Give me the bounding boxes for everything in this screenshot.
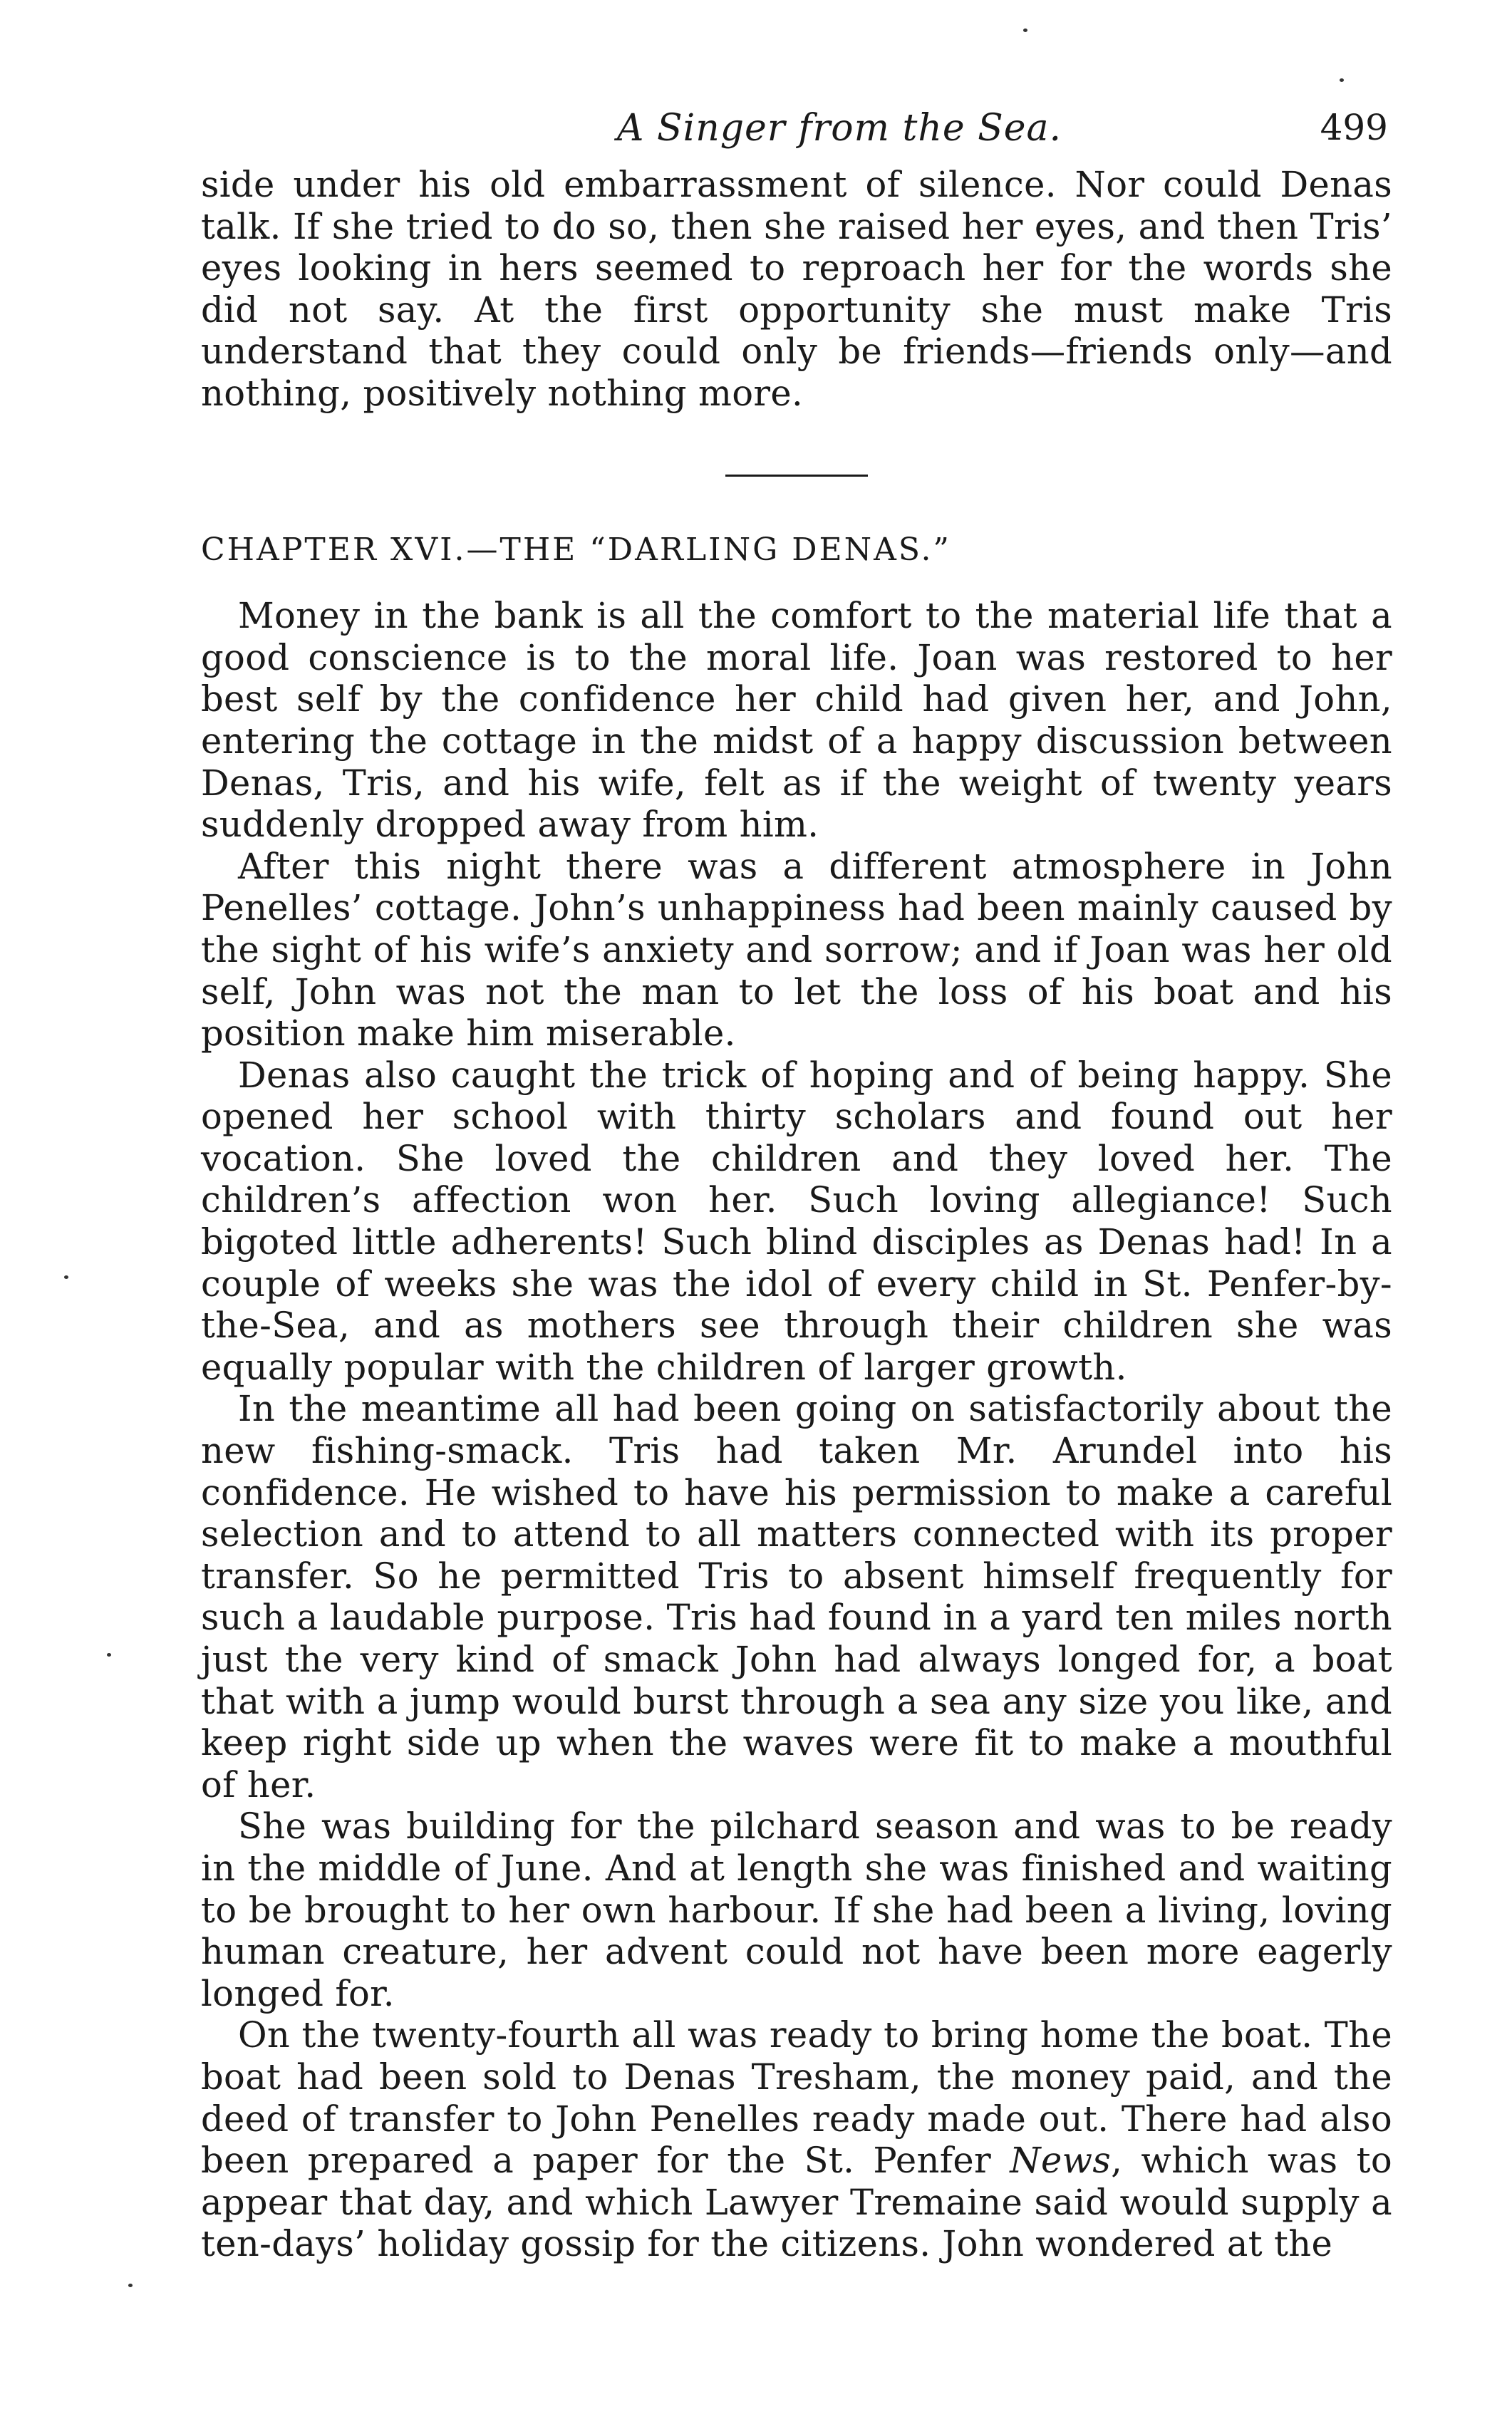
newspaper-name: News bbox=[1010, 2140, 1112, 2182]
paragraph: In the meantime all had been going on satisfactorily about the new fishing-smack. Tris had taken Mr. Arundel into his confidence. He wished to have his permission to make a careful selection and to attend to all matters connected with its proper transfer. So he permitted Tris to absent himself frequently for such a laudable purpose. Tris had found in a yard ten miles north just the very kind of smack John had always longed for, a boat that with a jump would burst through a sea any size you like, and keep right side up when the waves were fit to make a mouthful of her. bbox=[201, 1388, 1392, 1806]
book-page bbox=[201, 107, 1392, 2265]
section-divider bbox=[725, 475, 868, 477]
scan-speck bbox=[128, 2284, 133, 2287]
scan-speck bbox=[1340, 78, 1344, 82]
chapter-heading: CHAPTER XVI.—THE “DARLING DENAS.” bbox=[201, 531, 951, 568]
paragraph: After this night there was a different atmosphere in John Penelles’ cottage. John’s unhappiness had been mainly caused by the sight of his wife’s anxiety and sorrow; and if Joan was her old self, John was not the man to let the loss of his boat and his position make him miserable. bbox=[201, 845, 1392, 1055]
scan-speck bbox=[107, 1653, 111, 1657]
running-title: A Singer from the Sea. bbox=[616, 107, 1062, 150]
scan-speck bbox=[64, 1275, 68, 1279]
page-number: 499 bbox=[1320, 107, 1388, 148]
paragraph: Denas also caught the trick of hoping and of being happy. She opened her school with thirty scholars and found out her vocation. She loved the children and they loved her. The children’s affection won her. Such loving allegiance! Such bigoted little adherents! Such blind disciples as Denas had! In a couple of weeks she was the idol of every child in St. Penfer-by-the-Sea, and as mothers see through their children she was equally popular with the children of larger growth. bbox=[201, 1054, 1392, 1388]
scan-speck bbox=[1023, 29, 1027, 32]
paragraph: She was building for the pilchard season and was to be ready in the middle of June. And at length she was finished and waiting to be brought to her own harbour. If she had been a living, loving human creature, her advent could not have been more eagerly longed for. bbox=[201, 1806, 1392, 2014]
running-head bbox=[201, 107, 1392, 164]
paragraph: Money in the bank is all the comfort to the material life that a good conscience is to the moral life. Joan was restored to her best self by the confidence her child had given her, and John, entering the cottage in the midst of a happy discussion between Denas, Tris, and his wife, felt as if the weight of twenty years suddenly dropped away from him. bbox=[201, 595, 1392, 846]
body-text bbox=[201, 164, 1392, 2265]
continued-paragraph: side under his old embarrassment of silence. Nor could Denas talk. If she tried to do so, then she raised her eyes, and then Tris’ eyes looking in hers seemed to reproach her for the words she did not say. At the first opportunity she must make Tris understand that they could only be friends—friends only—and nothing, positively nothing more. bbox=[201, 164, 1392, 414]
paragraph: On the twenty-fourth all was ready to bring home the boat. The boat had been sold to Denas Tresham, the money paid, and the deed of transfer to John Penelles ready made out. There had also been prepared a paper for the St. Penfer News, which was to appear that day, and which Lawyer Tremaine said would supply a ten-days’ holiday gossip for the citizens. John wondered at the bbox=[201, 2014, 1393, 2265]
